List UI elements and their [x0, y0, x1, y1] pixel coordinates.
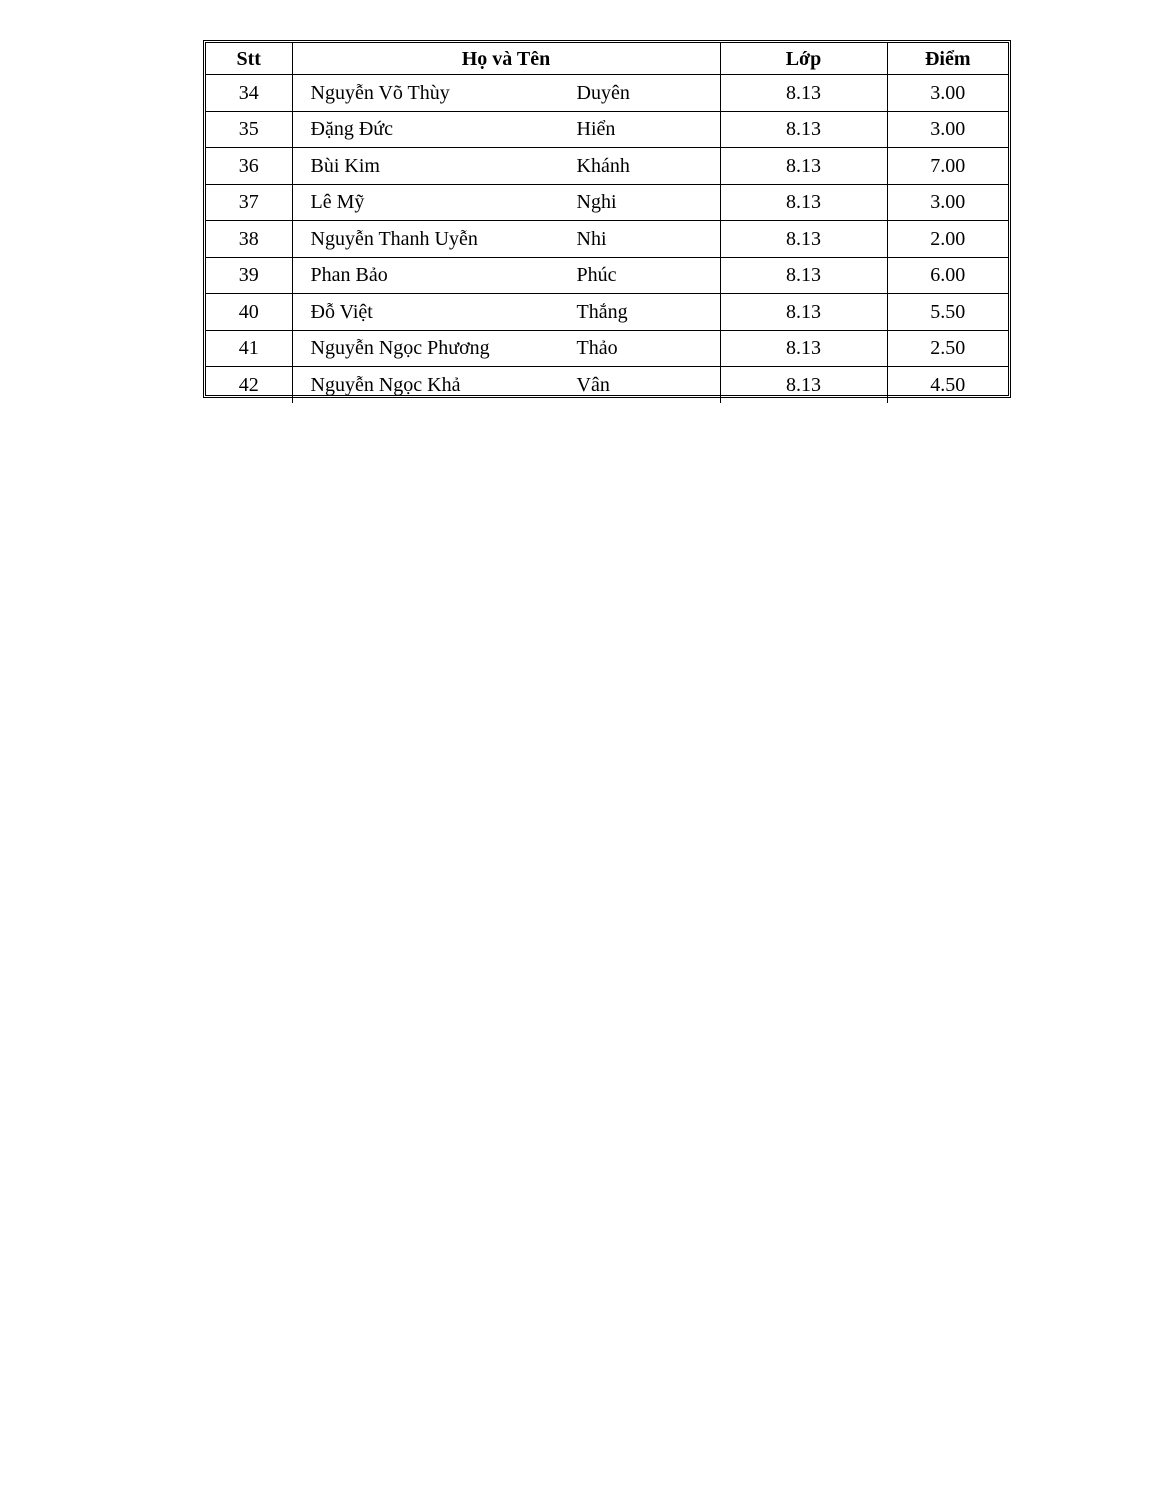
cell-class: 8.13: [720, 221, 887, 258]
cell-stt: 42: [206, 367, 292, 403]
cell-class: 8.13: [720, 75, 887, 112]
cell-score: 2.50: [887, 330, 1008, 367]
cell-surname: Đặng Đức: [310, 118, 393, 141]
grades-table: [206, 43, 1008, 403]
cell-class: 8.13: [720, 294, 887, 331]
cell-class: 8.13: [720, 367, 887, 403]
cell-given-name: Duyên: [576, 81, 630, 104]
cell-score: 3.00: [887, 184, 1008, 221]
cell-score: 3.00: [887, 111, 1008, 148]
table-row: [206, 221, 1008, 258]
cell-surname: Phan Bảo: [310, 264, 388, 287]
cell-stt: 39: [206, 257, 292, 294]
cell-stt: 35: [206, 111, 292, 148]
header-class: Lớp: [720, 43, 887, 75]
table-row: [206, 367, 1008, 403]
cell-score: 7.00: [887, 148, 1008, 185]
cell-surname: Nguyễn Ngọc Phương: [310, 337, 490, 360]
table-row: [206, 257, 1008, 294]
cell-given-name: Phúc: [576, 264, 617, 287]
cell-name: [292, 148, 720, 185]
cell-surname: Bùi Kim: [310, 154, 380, 177]
cell-class: 8.13: [720, 111, 887, 148]
table-row: [206, 330, 1008, 367]
header-name: Họ và Tên: [292, 43, 720, 75]
cell-name: [292, 75, 720, 112]
cell-stt: 34: [206, 75, 292, 112]
cell-name: [292, 221, 720, 258]
cell-name: [292, 257, 720, 294]
cell-class: 8.13: [720, 184, 887, 221]
header-stt: Stt: [206, 43, 292, 75]
cell-stt: 41: [206, 330, 292, 367]
cell-class: 8.13: [720, 257, 887, 294]
table-row: [206, 148, 1008, 185]
cell-given-name: Nhi: [576, 227, 607, 250]
cell-score: 6.00: [887, 257, 1008, 294]
cell-class: 8.13: [720, 330, 887, 367]
grades-table-frame: [203, 40, 1011, 398]
cell-stt: 38: [206, 221, 292, 258]
table-row: [206, 294, 1008, 331]
cell-name: [292, 111, 720, 148]
table-row: [206, 184, 1008, 221]
cell-given-name: Thắng: [576, 300, 628, 323]
cell-stt: 40: [206, 294, 292, 331]
cell-surname: Lê Mỹ: [310, 191, 365, 214]
cell-surname: Nguyễn Thanh Uyễn: [310, 227, 478, 250]
table-row: [206, 111, 1008, 148]
cell-given-name: Hiển: [576, 118, 616, 141]
header-score: Điểm: [887, 43, 1008, 75]
header-row: [206, 43, 1008, 75]
cell-score: 5.50: [887, 294, 1008, 331]
cell-score: 4.50: [887, 367, 1008, 403]
cell-given-name: Nghi: [576, 191, 617, 214]
cell-surname: Nguyễn Võ Thùy: [310, 81, 450, 104]
cell-given-name: Vân: [576, 373, 610, 396]
cell-name: [292, 330, 720, 367]
cell-class: 8.13: [720, 148, 887, 185]
cell-given-name: Khánh: [576, 154, 630, 177]
table-row: [206, 75, 1008, 112]
cell-score: 3.00: [887, 75, 1008, 112]
cell-name: [292, 184, 720, 221]
cell-stt: 36: [206, 148, 292, 185]
cell-name: [292, 367, 720, 403]
cell-surname: Nguyễn Ngọc Khả: [310, 373, 461, 396]
cell-name: [292, 294, 720, 331]
cell-score: 2.00: [887, 221, 1008, 258]
cell-stt: 37: [206, 184, 292, 221]
cell-surname: Đỗ Việt: [310, 300, 373, 323]
cell-given-name: Thảo: [576, 337, 618, 360]
